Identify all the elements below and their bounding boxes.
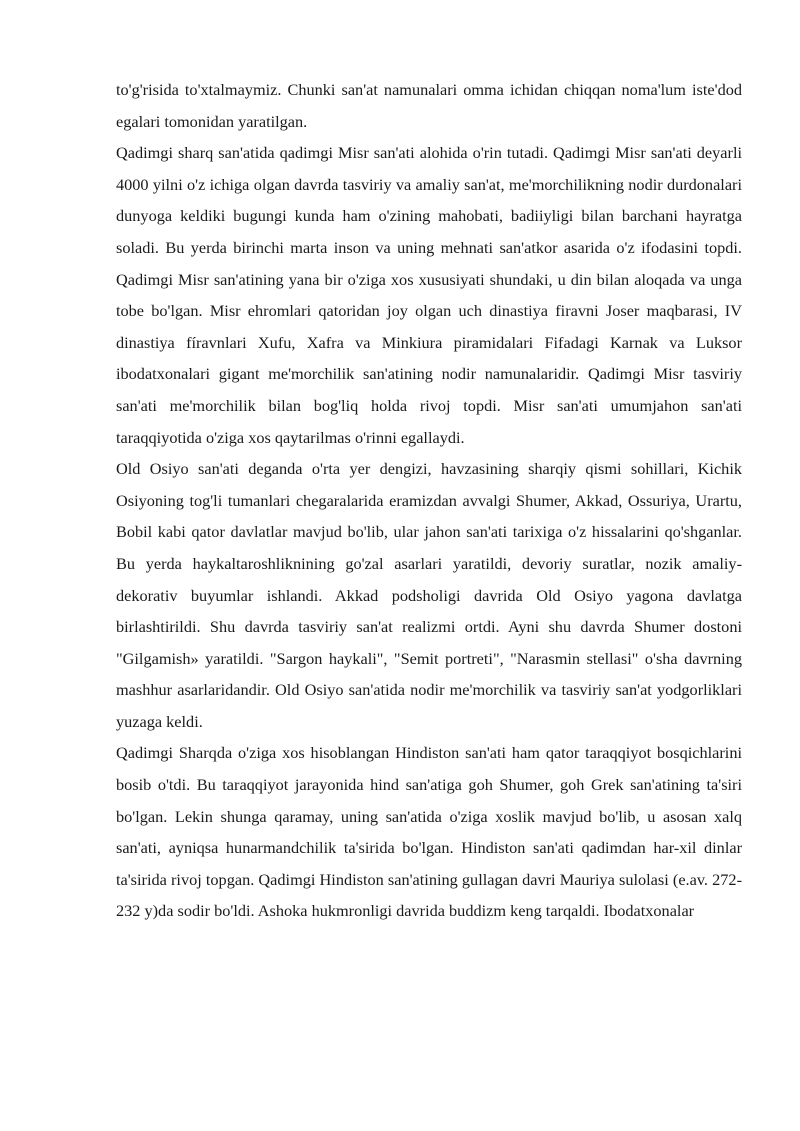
paragraph: Qadimgi Sharqda o'ziga xos hisoblangan Hindiston san'ati ham qator taraqqiyot bosqichlarini bosib o'tdi. Bu taraqqiyot jarayonida hind san'atiga goh Shumer, goh Grek san'atining ta'siri bo'lgan. Lekin shunga qaramay, uning san'atida o'ziga xoslik mavjud bo'lib, u asosan xalq san'ati, ayniqsa hunarmandchilik ta'sirida bo'lgan. Hindiston san'ati qadimdan har-xil dinlar ta'sirida rivoj topgan. Qadimgi Hindiston san'atining gullagan davri Mauriya sulolasi (e.av. 272-232 y)da sodir bo'ldi. Ashoka hukmronligi davrida buddizm keng tarqaldi. Ibodatxonalar <box>116 743 742 921</box>
document-page <box>116 74 742 927</box>
paragraph: Old Osiyo san'ati deganda o'rta yer dengizi, havzasining sharqiy qismi sohillari, Kichik Osiyoning tog'li tumanlari chegaralarida eramizdan avvalgi Shumer, Akkad, Ossuriya, Urartu, Bobil kabi qator davlatlar mavjud bo'lib, ular jahon san'ati tarixiga o'z hissalarini qo'shganlar. Bu yerda haykaltaroshliknining go'zal asarlari yaratildi, devoriy suratlar, nozik amaliy-dekorativ buyumlar ishlandi. Akkad podsholigi davrida Old Osiyo yagona davlatga birlashtirildi. Shu davrda tasviriy san'at realizmi ortdi. Ayni shu davrda Shumer dostoni "Gilgamish» yaratildi. "Sargon haykali", "Semit portreti", "Narasmin stellasi" o'sha davrning mashhur asarlaridandir. Old Osiyo san'atida nodir me'morchilik va tasviriy san'at yodgorliklari yuzaga keldi. <box>116 459 742 731</box>
paragraph: Qadimgi sharq san'atida qadimgi Misr san'ati alohida o'rin tutadi. Qadimgi Misr san'ati deyarli 4000 yilni o'z ichiga olgan davrda tasviriy va amaliy san'at, me'morchilikning nodir durdonalari dunyoga keldiki bugungi kunda ham o'zining mahobati, badiiyligi bilan barchani hayratga soladi. Bu yerda birinchi marta inson va uning mehnati san'atkor asarida o'z ifodasini topdi. Qadimgi Misr san'atining yana bir o'ziga xos xususiyati shundaki, u din bilan aloqada va unga tobe bo'lgan. Misr ehromlari qatoridan joy olgan uch dinastiya firavni Joser maqbarasi, IV dinastiya fíravnlari Xufu, Xafra va Minkiura piramidalari Fifadagi Karnak va Luksor ibodatxonalari gigant me'morchilik san'atining nodir namunalaridir. Qadimgi Misr tasviriy san'ati me'morchilik bilan bog'liq holda rivoj topdi. Misr san'ati umumjahon san'ati taraqqiyotida o'ziga xos qaytarilmas o'rinni egallaydi. <box>116 143 742 447</box>
paragraph: to'g'risida to'xtalmaymiz. Chunki san'at namunalari omma ichidan chiqqan noma'lum iste'dod egalari tomonidan yaratilgan. <box>116 80 742 131</box>
